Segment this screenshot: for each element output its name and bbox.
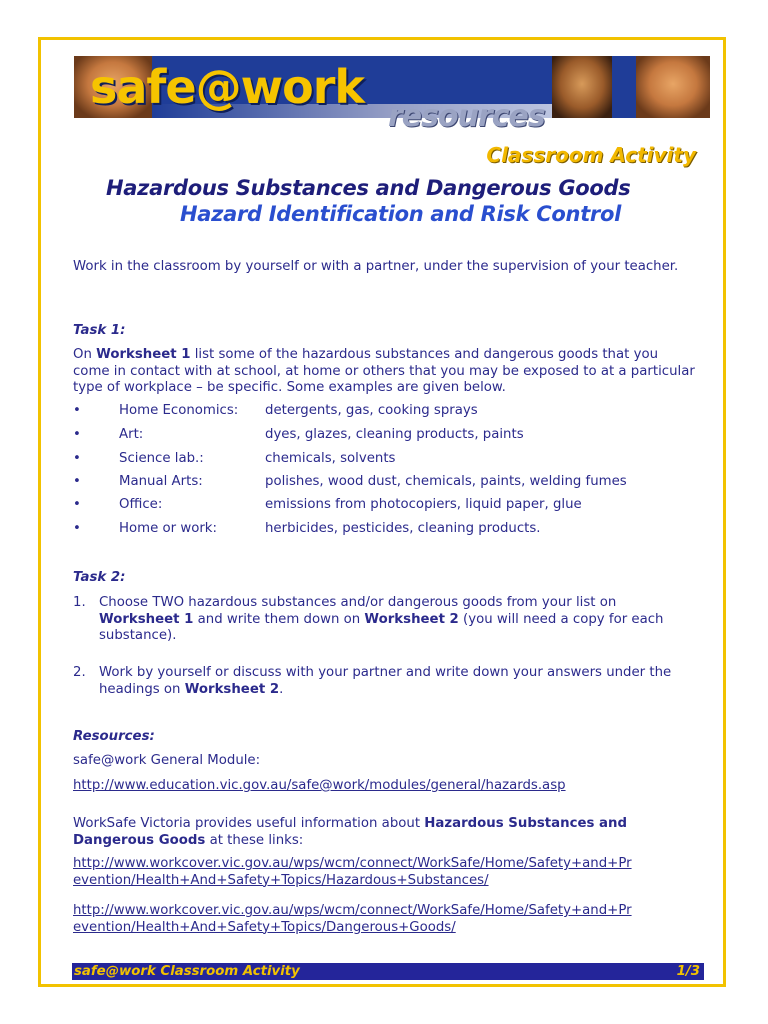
hazardous-substances-link-cont[interactable]: evention/Health+And+Safety+Topics/Hazardous+Substances/: [73, 872, 489, 888]
bullet: •: [73, 497, 81, 512]
item-category: Science lab.:: [119, 451, 204, 466]
footer-title: safe@work Classroom Activity: [74, 964, 300, 979]
task2-label: Task 2:: [73, 570, 126, 585]
task2-step-2: [73, 665, 698, 699]
bullet: •: [73, 521, 81, 536]
item-category: Manual Arts:: [119, 474, 203, 489]
step-text: [99, 665, 699, 698]
worksafe-paragraph: [73, 816, 698, 849]
resources-heading: [73, 729, 698, 746]
dangerous-goods-link-block: [73, 903, 698, 936]
dangerous-goods-link-cont[interactable]: evention/Health+And+Safety+Topics/Dangerous+Goods/: [73, 919, 456, 935]
step1-text-b: and write them down on: [193, 611, 365, 627]
task2-step-1: [73, 595, 698, 645]
item-examples: chemicals, solvents: [265, 451, 396, 466]
item-examples: herbicides, pesticides, cleaning products.: [265, 521, 541, 536]
hazardous-substances-link[interactable]: http://www.workcover.vic.gov.au/wps/wcm/connect/WorkSafe/Home/Safety+and+Pr: [73, 856, 632, 871]
worksheet1-ref: Worksheet 1: [96, 347, 191, 362]
item-category: Office:: [119, 497, 163, 512]
item-category: Home or work:: [119, 521, 217, 536]
step-number: 1.: [73, 595, 86, 610]
footer-bar: [72, 963, 704, 980]
brand-logo: safe@work: [90, 60, 365, 114]
step2-text-a: Work by yourself or discuss with your partner and write down your answers under the headings on: [99, 665, 672, 697]
item-category: Art:: [119, 427, 144, 442]
bullet: •: [73, 427, 81, 442]
task1-paragraph: [73, 347, 698, 397]
student-photo: [636, 56, 710, 118]
step1-text-c: (you will need a copy for each substance).: [99, 611, 664, 643]
brand-resources: resources: [388, 99, 545, 134]
step2-text-c: .: [279, 681, 284, 697]
item-category: Home Economics:: [119, 403, 239, 418]
resources-label: Resources:: [73, 729, 155, 744]
bullet: •: [73, 474, 81, 489]
item-examples: detergents, gas, cooking sprays: [265, 403, 478, 418]
worksheet2-ref: Worksheet 2: [364, 611, 459, 627]
worksheet2-ref: Worksheet 2: [184, 681, 280, 697]
page-subtitle: Hazard Identification and Risk Control: [180, 202, 622, 226]
bullet: •: [73, 403, 81, 418]
worksafe-text-pre: WorkSafe Victoria provides useful information about: [73, 816, 425, 831]
task1-text-pre: On: [73, 347, 97, 362]
intro-paragraph: Work in the classroom by yourself or with a partner, under the supervision of your teacher.: [73, 259, 679, 274]
step1-text-a: Choose TWO hazardous substances and/or dangerous goods from your list on: [99, 595, 617, 610]
item-examples: emissions from photocopiers, liquid paper, glue: [265, 497, 582, 512]
task2-heading: [73, 570, 698, 587]
module-text: safe@work General Module:: [73, 753, 261, 768]
item-examples: polishes, wood dust, chemicals, paints, welding fumes: [265, 474, 627, 489]
worksafe-topic: Hazardous Substances and Dangerous Goods: [73, 816, 627, 848]
activity-label: Classroom Activity: [486, 143, 696, 167]
hazardous-substances-link-block: [73, 856, 698, 889]
step-text: [99, 595, 699, 645]
task1-label: Task 1:: [73, 323, 126, 338]
worksheet1-ref: Worksheet 1: [99, 611, 194, 627]
module-link[interactable]: http://www.education.vic.gov.au/safe@work/modules/general/hazards.asp: [73, 778, 566, 793]
page-number: 1/3: [676, 964, 700, 979]
worksafe-text-post: at these links:: [205, 832, 304, 848]
dangerous-goods-link[interactable]: http://www.workcover.vic.gov.au/wps/wcm/connect/WorkSafe/Home/Safety+and+Pr: [73, 903, 632, 918]
task1-text-post: list some of the hazardous substances and dangerous goods that you come in contact with at school, at home or others that you may be exposed to at a particular type of workplace – be specific. Some examples are given below.: [73, 347, 695, 395]
page-title: Hazardous Substances and Dangerous Goods: [106, 176, 631, 200]
student-photo: [552, 56, 612, 118]
task1-heading: [73, 323, 698, 340]
bullet: •: [73, 451, 81, 466]
item-examples: dyes, glazes, cleaning products, paints: [265, 427, 524, 442]
step-number: 2.: [73, 665, 86, 680]
